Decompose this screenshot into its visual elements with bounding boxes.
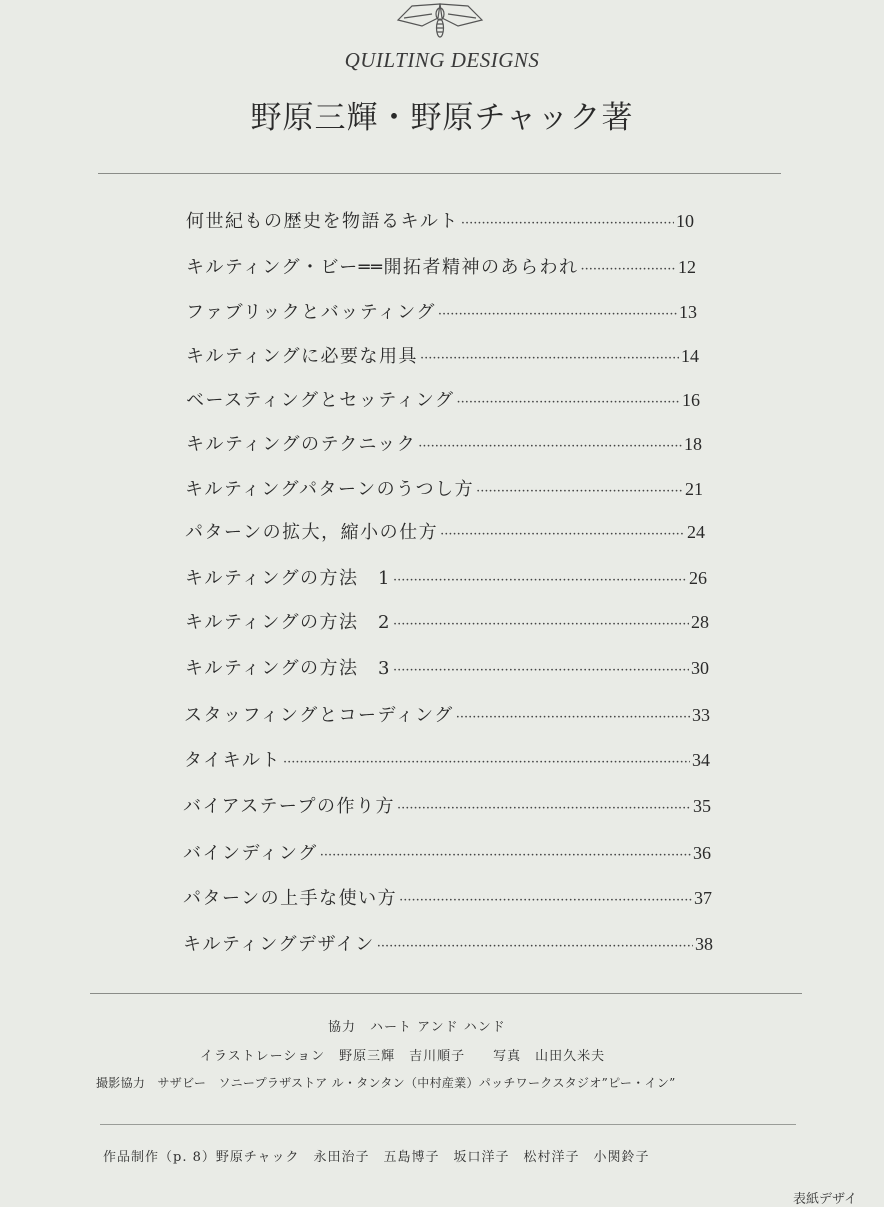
toc-leader-dots xyxy=(420,351,679,366)
toc-entry xyxy=(183,792,711,818)
toc-entry-title: ファブリックとバッティング xyxy=(186,302,436,323)
toc-entry-page: 14 xyxy=(681,346,699,366)
book-authors: 野原三輝・野原チャック著 xyxy=(250,100,634,136)
toc-entry-page: 38 xyxy=(695,934,713,954)
toc-entry xyxy=(185,564,707,590)
credit-works: 作品制作（p. 8）野原チャック 永田治子 五島博子 坂口洋子 松村洋子 小関鈴子 xyxy=(103,1150,650,1165)
toc-leader-dots xyxy=(399,893,692,908)
toc-entry-page: 13 xyxy=(679,302,697,322)
toc-entry xyxy=(186,430,702,456)
toc-leader-dots xyxy=(580,262,676,277)
toc-entry-title: キルティングデザイン xyxy=(183,934,375,955)
toc-entry-page: 24 xyxy=(687,522,705,542)
toc-leader-dots xyxy=(397,801,691,816)
toc-entry-page: 33 xyxy=(692,705,710,725)
toc-entry xyxy=(183,930,713,956)
toc-leader-dots xyxy=(438,307,677,322)
toc-entry-title: キルティングのテクニック xyxy=(186,434,417,455)
toc-leader-dots xyxy=(393,617,689,632)
toc-entry-title: スタッフィングとコーディング xyxy=(184,705,454,726)
toc-entry xyxy=(184,746,710,772)
toc-entry xyxy=(186,386,700,412)
credit-illustration-photo: イラストレーション 野原三輝 吉川順子 写真 山田久米夫 xyxy=(200,1049,606,1064)
series-title: QUILTING DESIGNS xyxy=(344,48,540,72)
toc-leader-dots xyxy=(320,848,691,863)
toc-leader-dots xyxy=(461,216,674,231)
toc-leader-dots xyxy=(393,663,689,678)
toc-entry-page: 12 xyxy=(678,257,696,277)
toc-entry-page: 28 xyxy=(691,612,709,632)
toc-entry xyxy=(184,701,710,727)
toc-entry-page: 35 xyxy=(693,796,711,816)
toc-entry-title: 何世紀もの歴史を物語るキルト xyxy=(186,211,459,232)
toc-entry-title: キルティングの方法 3 xyxy=(185,658,391,679)
toc-leader-dots xyxy=(418,439,682,454)
toc-entry-title: タイキルト xyxy=(184,750,281,771)
toc-entry xyxy=(185,475,703,501)
toc-leader-dots xyxy=(456,710,690,725)
toc-entry-title: キルティングの方法 2 xyxy=(185,612,391,633)
toc-entry-page: 16 xyxy=(682,390,700,410)
toc-entry xyxy=(186,342,699,368)
toc-entry-title: キルティングの方法 1 xyxy=(185,568,391,589)
toc-entry-page: 18 xyxy=(684,434,702,454)
toc-entry-title: キルティングパターンのうつし方 xyxy=(185,479,475,500)
toc-entry xyxy=(183,839,711,865)
toc-entry-title: バイアステープの作り方 xyxy=(183,796,395,817)
credit-cooperation: 協力 ハート アンド ハンド xyxy=(328,1020,506,1035)
toc-leader-dots xyxy=(440,527,685,542)
toc-entry-title: パターンの拡大，縮小の仕方 xyxy=(185,522,439,543)
credits-divider xyxy=(90,993,802,994)
toc-entry-page: 34 xyxy=(692,750,710,770)
toc-entry-page: 26 xyxy=(689,568,707,588)
toc-entry xyxy=(186,253,696,279)
toc-leader-dots xyxy=(476,484,683,499)
toc-entry-title: バインディング xyxy=(183,843,318,864)
toc-entry-page: 21 xyxy=(685,479,703,499)
toc-entry-title: ベースティングとセッティング xyxy=(186,390,455,411)
toc-entry xyxy=(186,207,694,233)
toc-entry xyxy=(185,518,705,544)
toc-entry-page: 36 xyxy=(693,843,711,863)
toc-entry xyxy=(186,298,697,324)
toc-leader-dots xyxy=(283,755,690,770)
toc-entry-page: 30 xyxy=(691,658,709,678)
toc-entry-title: パターンの上手な使い方 xyxy=(183,888,398,909)
toc-entry xyxy=(183,884,712,910)
credit-photo-cooperation: 撮影協力 サザビー ソニープラザストア ル・タンタン（中村産業）パッチワークスタジオ”ピー・イン” xyxy=(96,1076,676,1090)
toc-entry xyxy=(185,654,709,680)
toc-leader-dots xyxy=(457,395,681,410)
works-divider xyxy=(100,1124,796,1125)
toc-leader-dots xyxy=(393,573,687,588)
toc-entry-page: 37 xyxy=(694,888,712,908)
toc-entry-title: キルティングに必要な用具 xyxy=(186,346,419,367)
toc-entry-title: キルティング・ビー══開拓者精神のあらわれ xyxy=(186,257,579,278)
toc-entry-page: 10 xyxy=(676,211,694,231)
toc-leader-dots xyxy=(377,939,693,954)
cover-design-credit-fragment: 表紙デザイ xyxy=(793,1192,858,1207)
toc-entry xyxy=(185,608,709,634)
